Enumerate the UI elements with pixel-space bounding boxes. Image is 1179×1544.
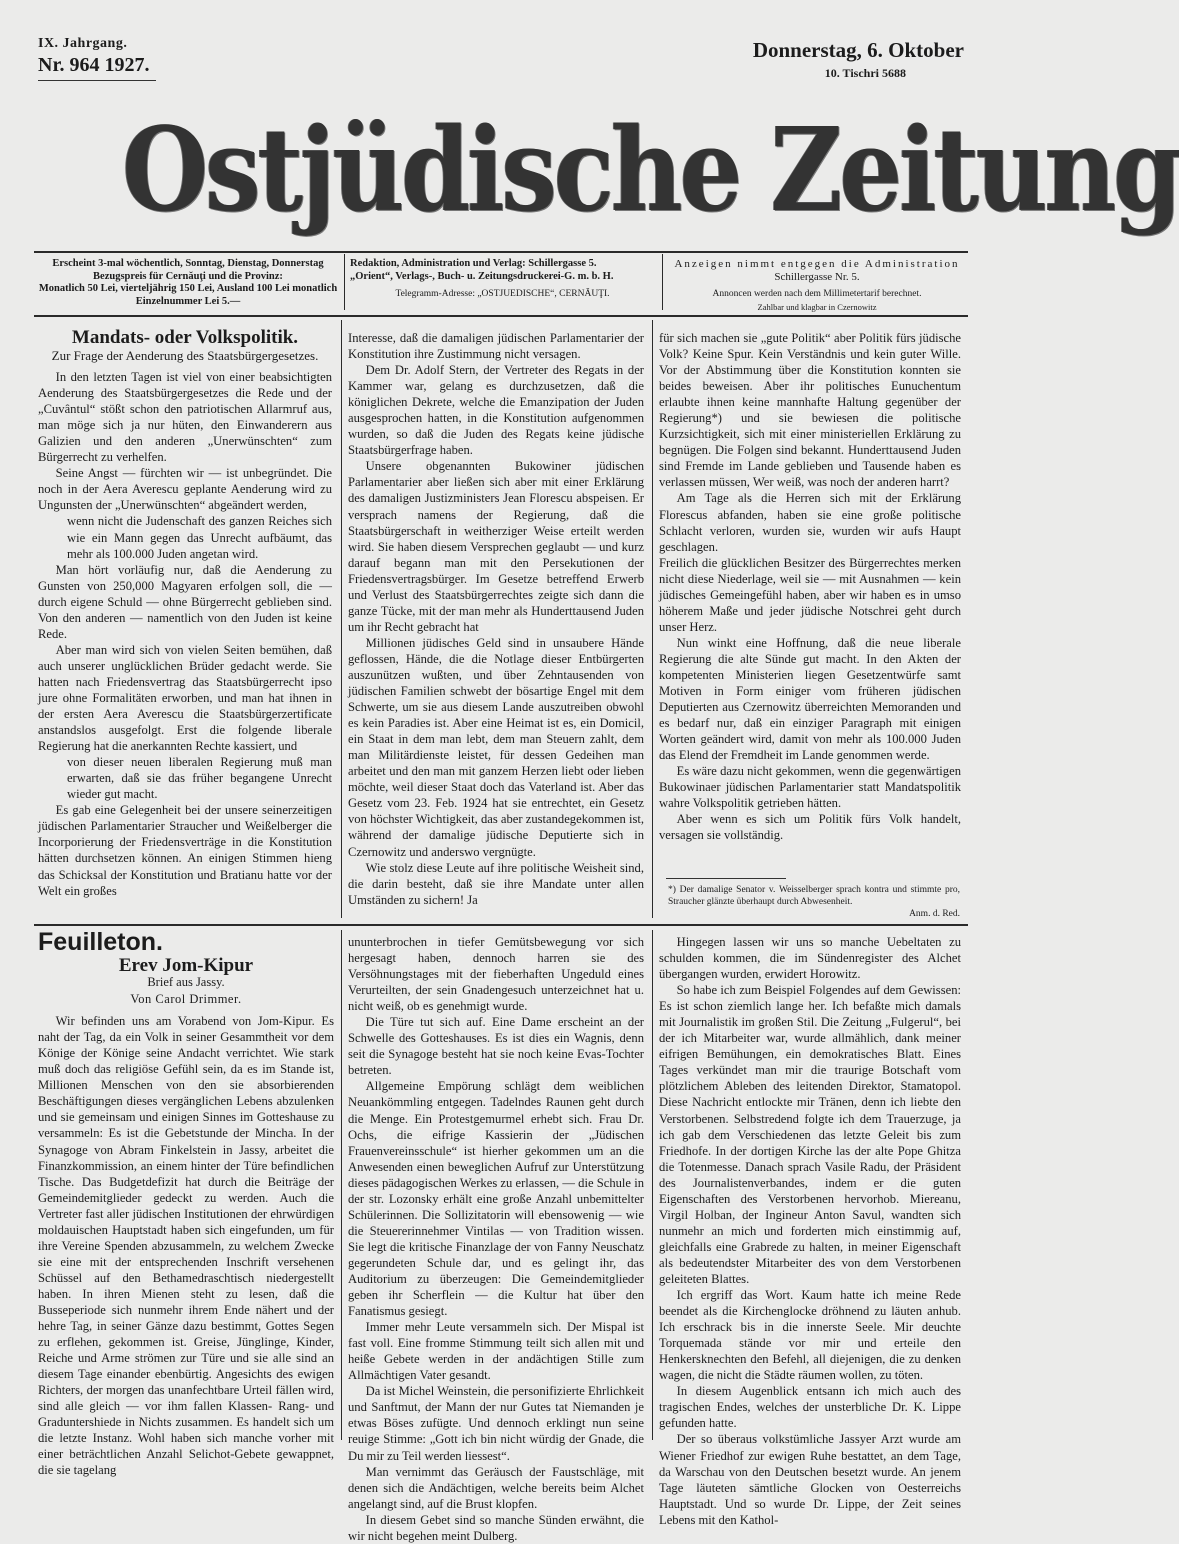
feuilleton-column-2 xyxy=(348,934,644,1544)
feuilleton-column-3 xyxy=(659,934,961,1528)
feuilleton-rule xyxy=(34,924,968,926)
info-left-line: Bezugspreis für Cernăuţi und die Provinz: xyxy=(93,270,283,282)
ads-rate: Annoncen werden nach dem Millimetertarif berechnet. xyxy=(712,289,922,299)
footnote-rule xyxy=(666,878,786,879)
paragraph: Millionen jüdisches Geld sind in unsaubere Hände geflossen, Hände, die die Notlage dieser Entbürgerten auszunützen wußten, und über Zehntausenden von jüdischen Familien schwebt der bösartige Engel mit dem Schwerte, um sie aus diesem Lande auszutreiben obwohl es kein Paradies ist. Aber eine Heimat ist es, ein Domicil, ein Staat in dem man lebt, dem man Steuern zahlt, dem man Militärdienste leistet, für dessen Gedeihen man arbeitet und den man mit ganzem Herzen liebt oder lieben möchte, weil dieser Staat doch das Vaterland ist. Aber das Gesetz vom 23. Feb. 1924 hat sie entrechtet, ein Gesetz von höchster Wichtigkeit, das aber zustandegekommen ist, während der damalige jüdische Deputierte sich in Czernowitz und anderswo vergnügte. xyxy=(348,635,644,859)
footnote-signature: Anm. d. Red. xyxy=(909,909,960,919)
feuilleton-column-1 xyxy=(38,928,334,1479)
article-subtitle: Zur Frage der Aenderung des Staatsbürgergesetzes. xyxy=(51,348,319,364)
column-rule xyxy=(341,320,342,918)
paragraph: Nun winkt eine Hoffnung, daß die neue liberale Regierung die alte Sünde gut macht. In den Akten der kompetenten Ministerien liegen Gesetzentwürfe samt Motiven in Form einiger vom früheren jüdischen Deputierten aus Czernowitz überreichten Memoranden und es bedarf nur, daß ein einziger Paragraph mit einigen Worten geändert wird, damit von mehr als 100.000 Juden das Elend der Fremdheit im Lande genommen werde. xyxy=(659,635,961,763)
ads-line: Anzeigen nimmt entgegen die Administration xyxy=(674,258,960,270)
column-rule xyxy=(652,930,653,1440)
info-ads xyxy=(668,258,966,313)
article-column-3 xyxy=(659,330,961,844)
issue-underline xyxy=(38,80,156,81)
story-subtitle: Brief aus Jassy. xyxy=(147,975,225,990)
paragraph: Da ist Michel Weinstein, die personifizierte Ehrlichkeit und Sanftmut, der Mann der nur Gutes tat Niemanden je etwas Böses zufügte. Und dennoch erklingt nun seine reuige Stimme: „Gott ich bin nicht würdig der Gnade, die Du mir zu Teil werden liessest“. xyxy=(348,1384,644,1463)
paragraph: Aber man wird sich von vielen Seiten bemühen, daß auch unserer unglücklichen Brüder gedacht werde. Sie hatten nach Friedensvertrag das Staatsbürgerrecht ipso jure ohne Formalitäten erworben, und man hat ihnen in der ersten Aera Averescu die Staatsbürgerzertificate anstandslos ausgefolgt. Erst die folgende liberale Regierung hat die anerkannten Rechte kassiert, und xyxy=(38,642,332,754)
issue-date: Donnerstag, 6. Oktober xyxy=(752,38,964,62)
jahrgang: IX. Jahrgang. xyxy=(38,36,128,51)
masthead: Ostjüdische Zeitung xyxy=(122,101,1179,238)
paragraph: Man hört vorläufig nur, daß die Aenderung zu Gunsten von 250,000 Magyaren erfolgen soll, die —durch eigene Schuld — ohne Bürgerrecht geblieben sind. Von den anderen — namentlich von den Juden ist keine Rede. xyxy=(38,562,332,641)
paragraph: Freilich die glücklichen Besitzer des Bürgerrechtes merken nicht diese Niederlage, weil sie — mit Ausnahmen — kein jüdisches Gemeingefühl haben, aber wir haben es in umso höherem Maße und jeder jüdische Notschrei geht durch unser Herz. xyxy=(659,555,961,634)
paragraph: Dem Dr. Adolf Stern, der Vertreter des Regats in der Kammer war, gelang es durchzusetzen, daß die königlichen Dekrete, welche die Emanzipation der Juden ausgesprochen hatten, in die Konstitution aufgenommen wurden, so daß die Juden des Regats keine jüdische Staatsbürgerfrage haben. xyxy=(348,363,644,458)
info-bottom-rule xyxy=(34,315,968,317)
info-editorial xyxy=(350,258,655,301)
paragraph: Seine Angst — fürchten wir — ist unbegründet. Die noch in der Aera Averescu geplante Aenderung wird zu Ungunsten der „Unerwünschten“ abgeändert werden, xyxy=(38,466,332,513)
info-left-line: Einzelnummer Lei 5.— xyxy=(135,295,241,307)
article-column-2 xyxy=(348,330,644,908)
ads-payable: Zahlbar und klagbar in Czernowitz xyxy=(757,301,877,312)
paragraph: Der so überaus volkstümliche Jassyer Arzt wurde am Wiener Friedhof zur ewigen Ruhe bestattet, an dem Tage, da Warschau von den Deutschen besetzt wurde. An jenem Tage läuteten sämtliche Glocken von Oesterreichs Hauptstadt. Und so wurde Dr. Lippe, der Zeit seines Lebens mit den Kathol- xyxy=(659,1432,961,1527)
paragraph: Die Türe tut sich auf. Eine Dame erscheint an der Schwelle des Gotteshauses. Es ist dies ein Wagnis, denn seit die Synagoge besteht hat sie noch keine Evas-Tochter betreten. xyxy=(348,1015,644,1078)
paragraph: So habe ich zum Beispiel Folgendes auf dem Gewissen: Es ist schon ziemlich lange her. Ich befaßte mich damals mit Journalistik im großen Stil. Die Zeitung „Fulgerul“, bei der ich Mitarbeiter war, wurde allmählich, dank meiner eifrigen Bemühungen, ein demokratisches Blatt. Eines Tages verkündet man mir die traurige Botschaft vom plötzlichem Ableben des leitenden Direktor, Stamatopol. Diese Nachricht entlockte mir Tränen, denn ich liebte den Verstorbenen. Selbstredend folgte ich dem Trauerzuge, ja ich gab dem Verschiedenen das letzte Geleit bis zum Friedhofe. In der dortigen Kirche las der alte Pope Ghitza die Totenmesse. Danach sprach Vasile Radu, der Präsident des Journalistenverbandes, indem er die guten Eigenschaften des Verstorbenen hervorhob. Miereanu, Virgil Holban, der Ingineur Anton Savul, wandten sich nunmehr an mich und forderten mich einstimmig auf, gleichfalls eine Grabrede zu halten, in meiner Eigenschaft als bedeutendster Mitarbeiter des von dem Verstorbenen geleiteten Blattes. xyxy=(659,983,961,1286)
date-meta xyxy=(753,38,964,81)
info-divider xyxy=(344,254,345,310)
paragraph-emphasis: von dieser neuen liberalen Regierung muß man erwarten, daß sie das früher begangene Unrecht wieder gut macht. xyxy=(66,755,332,802)
info-mid-line: „Orient“, Verlags-, Buch- u. Zeitungsdruckerei-G. m. b. H. xyxy=(350,270,614,282)
info-subscription xyxy=(38,258,338,308)
info-left-line: Erscheint 3-mal wöchentlich, Sonntag, Dienstag, Donnerstag xyxy=(52,258,324,269)
paragraph: In den letzten Tagen ist viel von einer beabsichtigten Aenderung des Staatsbürgergesetzes die Rede und der „Cuvântul“ stößt schon den patriotischen Allarmruf aus, man möge sich ja nur hüten, den Einwanderern aus Galizien und den anderen „Unerwünschten“ zum Bürgerrecht zu verhelfen. xyxy=(38,370,332,465)
story-author: Von Carol Drimmer. xyxy=(130,992,242,1007)
info-divider xyxy=(662,254,663,310)
paragraph-emphasis: wenn nicht die Judenschaft des ganzen Reiches sich wie ein Mann gegen das Unrecht aufbäumt, das mehr als 100.000 Juden angetan wird. xyxy=(66,514,332,561)
article-title: Mandats- oder Volkspolitik. xyxy=(71,327,299,348)
paragraph: Am Tage als die Herren sich mit der Erklärung Florescus abfanden, haben sie eine große politische Schlacht verloren, wurden sie, wurden wir aufs Haupt geschlagen. xyxy=(659,491,961,554)
hebrew-date: 10. Tischri 5688 xyxy=(824,66,906,80)
paragraph: Man vernimmt das Geräusch der Faustschläge, mit denen sich die Andächtigen, welche bereits beim Alchet angelangt sind, auf die Brust klopfen. xyxy=(348,1464,644,1511)
paragraph: Es wäre dazu nicht gekommen, wenn die gegenwärtigen Bukowinaer jüdischen Parlamentarier statt Mandatspolitik wahre Volkspolitik getrieben hätten. xyxy=(659,764,961,811)
paragraph: Hingegen lassen wir uns so manche Uebeltaten zu schulden kommen, die im Sündenregister des Alchet übergangen wurden, erwidert Horowitz. xyxy=(659,935,961,982)
paragraph: Allgemeine Empörung schlägt dem weiblichen Neuankömmling entgegen. Tadelndes Raunen geht durch die Menge. Ein Protestgemurmel erhebt sich. Frau Dr. Ochs, die eifrige Kassierin der „Jüdischen Frauenvereinsschule“ ist hierher gekommen um an die Anwesenden einen beweglichen Aufruf zur Unterstützung dieses pädagogischen Werkes zu erlassen, — die Schule in der str. Lozonsky erhält eine große Anzahl unbemittelter Schülerinnen. Die Sollizitatorin will ebensowenig — wie die Steuererinnehmer Vintilas — von Tradition wissen. Sie legt die kritische Finanzlage der von Fanny Neuschatz gegerundeten Schule dar, und es gelingt ihr, das Auditorium zu überzeugen: Die Gemeindemitglieder geben ihr Scherflein — die Kultur hat über den Fanatismus gesiegt. xyxy=(348,1079,644,1319)
paragraph: Wie stolz diese Leute auf ihre politische Weisheit sind, die darin besteht, daß sie ihre Mandate unter allen Umständen zu sichern! Ja xyxy=(348,860,644,907)
telegram-address: Telegramm-Adresse: „OSTJUEDISCHE“, CERNĂUŢI. xyxy=(395,289,610,299)
paragraph: Ich ergriff das Wort. Kaum hatte ich meine Rede beendet als die Kirchenglocke dröhnend zu läuten anhub. Ich erschrack bis in die innerste Seele. Mir deuchte Torquemada stände vor mir und erteile den Henkersknechten den Befehl, all diejenigen, die zu denken wagen, die nicht die Städte räumen wollen, zu töten. xyxy=(659,1288,961,1383)
info-mid-line: Redaktion, Administration und Verlag: Schillergasse 5. xyxy=(350,258,597,269)
paragraph: In diesem Gebet sind so manche Sünden erwähnt, die wir nicht begehen meint Dulberg. xyxy=(348,1512,644,1543)
footnote-text: *) Der damalige Senator v. Weisselberger sprach kontra und stimmte pro, Straucher glänzte überhaupt durch Abwesenheit. xyxy=(668,885,960,907)
paragraph: Interesse, daß die damaligen jüdischen Parlamentarier der Konstitution ihre Zustimmung nicht versagen. xyxy=(348,331,644,362)
paragraph: Immer mehr Leute versammeln sich. Der Mispal ist fast voll. Eine fromme Stimmung teilt sich allen mit und heiße Gebete werden in der andächtigen Stille zum Allmächtigen Vater gesandt. xyxy=(348,1320,644,1383)
paragraph: Es gab eine Gelegenheit bei der unsere seinerzeitigen jüdischen Parlamentarier Straucher und Weißelberger die Incorporierung der Friedensverträge in die Konstitution hätten durchsetzen können. An einigen Stimmen hieng das Schicksal der Konstitution und Bratianu hatte vor der Welt ein großes xyxy=(38,803,332,898)
column-rule xyxy=(341,930,342,1440)
issue-number: Nr. 964 1927. xyxy=(38,54,150,76)
feuilleton-heading: Feuilleton. xyxy=(38,928,163,956)
column-rule xyxy=(652,320,653,918)
issue-meta xyxy=(38,36,149,77)
ads-address: Schillergasse Nr. 5. xyxy=(774,270,860,283)
story-title: Erev Jom-Kipur xyxy=(118,955,254,977)
paragraph: In diesem Augenblick entsann ich mich auch des tragischen Endes, welches der unsterbliche Dr. K. Lippe gefunden hatte. xyxy=(659,1384,961,1431)
info-top-rule xyxy=(34,251,968,253)
paragraph: Unsere obgenannten Bukowiner jüdischen Parlamentarier aber ließen sich aber mit einer Erklärung des damaligen Justizministers Jean Florescu abspeisen. Er versprach namens der Regierung, daß die Staatsbürgerschaft in weitherziger Weise erteilt werden wird. Sie haben diesem Versprechen geglaubt — und kurz darauf begann man mit den Persekutionen der Friedensvertragsbürger. Im Gesetze betreffend Erwerb und Verlust des Staatsbürgerrechtes zeigte sich dann die ganze Tücke, mit der man mehr als Hunderttausend Juden um ihr Recht gebracht hat xyxy=(348,459,644,634)
paragraph: für sich machen sie „gute Politik“ aber Politik fürs jüdische Volk? Keine Spur. Kein Verständnis und kein guter Wille. Vor der Abstimmung über die Konstitution konnten sie beides beweisen. Aber ihr politisches Eunuchentum erlaubte ihnen keine mannhafte Haltung gegenüber der Regierung*) und sie bewiesen die politische Kurzsichtigkeit, sich mit einer ministeriellen Erklärung zu begnügen. Die Folgen sind bekannt. Hunderttausend Juden sind Fremde im Lande geblieben und Tausende haben es verlassen müssen, Wer weiß, was noch der anderen harrt? xyxy=(659,331,961,490)
paragraph: ununterbrochen in tiefer Gemütsbewegung vor sich hergesagt haben, dennoch harren sie des Versöhnungstages mit der fieberhaften Ungeduld eines Verurteilten, der sein Gnadengesuch unterzeichnet hat u. nicht weiß, ob es genehmigt wurde. xyxy=(348,935,644,1014)
paragraph: Aber wenn es sich um Politik fürs Volk handelt, versagen sie vollständig. xyxy=(659,812,961,843)
paragraph: Wir befinden uns am Vorabend von Jom-Kipur. Es naht der Tag, da ein Volk in seiner Gesammtheit vor dem Könige der Könige seine Andacht verrichtet. Wie stark muß doch das religiöse Gefühl sein, da es im Stande ist, Millionen Menschen von den sie absorbierenden Beschäftigungen dieses vergänglichen Lebens abzulenken und sie gemeinsam und einigen Sinnes im Gotteshause zu versammeln: Es ist die Gebetstunde der Mincha. In der Synagoge von Abram Finkelstein in Jassy, arbeitet die Finanzkommission, an einem hinter der Türe befindlichen Tische. Das Budgetdefizit hat durch die Beiträge der Gemeindemitglieder gedeckt zu werden. Auch die Vertreter fast aller jüdischen Institutionen der ehrwürdigen moldauischen Hauptstadt haben sich eingefunden, um für ihre Vereine Spenden abzusammeln, zu welchem Zwecke sie eine mit der entsprechenden Inschrift versehenen Schüssel auf den Bethamedraschtisch niedergestellt haben. In ihren Mienen steht zu lesen, daß die Busseperiode sich nunmehr ihrem Ende nähert und der hehre Tag, in seiner Gänze dazu bestimmt, Gottes Segen zu erflehen, gekommen ist. Greise, Jünglinge, Kinder, Reiche und Arme strömen zur Türe und sie alle sind an diesem Tage einander ebenbürtig. Angesichts des ewigen Richters, der morgen das unanfechtbare Urteil fällen wird, sind alle gleich — vor ihm fallen Klassen- Rang- und Graduntershiede in Nichts zusammen. Es handelt sich um die letzte Instanz. Wohl haben sich manche vorher mit einer beträchtlichen Anzahl Selichot-Gebete gewappnet, die sie tagelang xyxy=(38,1014,334,1478)
footnote xyxy=(668,884,960,920)
article-column-1 xyxy=(38,327,332,899)
info-left-line: Monatlich 50 Lei, vierteljährig 150 Lei, Ausland 100 Lei monatlich xyxy=(38,283,338,294)
